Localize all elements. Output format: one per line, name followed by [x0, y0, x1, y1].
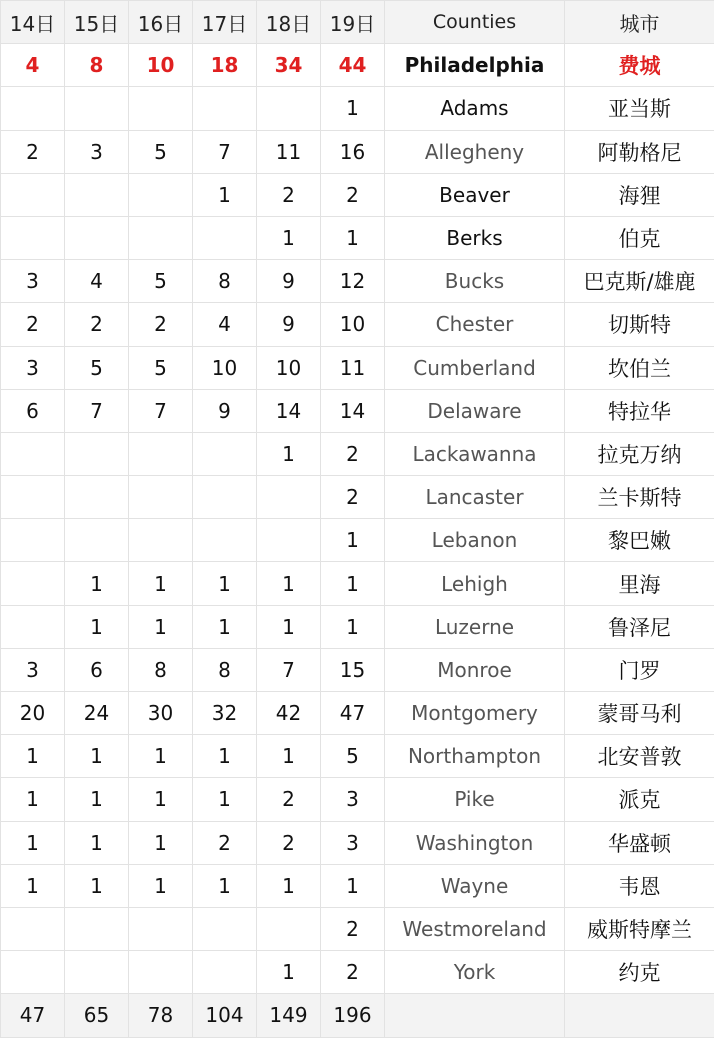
cell-day-18: 2 [257, 173, 321, 216]
cell-day-18: 9 [257, 303, 321, 346]
cell-day-17: 1 [193, 562, 257, 605]
cell-day-15 [65, 216, 129, 259]
table-row [1, 432, 714, 475]
cell-day-16: 2 [129, 303, 193, 346]
cell-day-19: 47 [321, 692, 385, 735]
cell-day-18: 1 [257, 951, 321, 994]
cell-day-14 [1, 476, 65, 519]
cell-city-name: 威斯特摩兰 [565, 907, 714, 950]
total-day-18: 149 [257, 994, 321, 1037]
cell-day-19: 2 [321, 173, 385, 216]
cell-day-14 [1, 216, 65, 259]
cell-day-17: 7 [193, 130, 257, 173]
cell-day-16 [129, 907, 193, 950]
cell-day-19: 5 [321, 735, 385, 778]
cell-county-name: Philadelphia [385, 44, 565, 87]
header-counties: Counties [385, 1, 565, 44]
table-row [1, 173, 714, 216]
cell-day-15: 5 [65, 346, 129, 389]
cell-county-name: Adams [385, 87, 565, 130]
cell-day-17: 8 [193, 260, 257, 303]
cell-day-19: 16 [321, 130, 385, 173]
table-row [1, 216, 714, 259]
cell-day-16 [129, 173, 193, 216]
cell-city-name: 巴克斯/雄鹿 [565, 260, 714, 303]
cell-day-17: 2 [193, 821, 257, 864]
cell-county-name: Northampton [385, 735, 565, 778]
table-row [1, 476, 714, 519]
table-row [1, 951, 714, 994]
cell-day-19: 12 [321, 260, 385, 303]
cell-day-18 [257, 907, 321, 950]
header-row [1, 1, 714, 44]
cell-county-name: Delaware [385, 389, 565, 432]
cell-day-14: 1 [1, 864, 65, 907]
cell-day-14: 3 [1, 648, 65, 691]
cell-day-16 [129, 951, 193, 994]
header-day-18: 18日 [257, 1, 321, 44]
cell-city-name: 拉克万纳 [565, 432, 714, 475]
cell-day-14: 1 [1, 778, 65, 821]
cell-day-18: 34 [257, 44, 321, 87]
cell-day-16: 5 [129, 346, 193, 389]
cell-county-name: Bucks [385, 260, 565, 303]
cell-day-19: 44 [321, 44, 385, 87]
cell-day-17: 1 [193, 778, 257, 821]
cell-day-14: 3 [1, 260, 65, 303]
cell-day-14: 2 [1, 303, 65, 346]
cell-county-name: Washington [385, 821, 565, 864]
cell-day-15: 6 [65, 648, 129, 691]
cell-city-name: 坎伯兰 [565, 346, 714, 389]
cell-day-17: 10 [193, 346, 257, 389]
cell-day-16: 1 [129, 605, 193, 648]
cell-day-18: 1 [257, 562, 321, 605]
table-row [1, 519, 714, 562]
cell-day-15: 1 [65, 605, 129, 648]
cell-day-18: 9 [257, 260, 321, 303]
cell-day-17: 1 [193, 735, 257, 778]
cell-day-16: 1 [129, 821, 193, 864]
cell-day-17 [193, 907, 257, 950]
cell-county-name: Lackawanna [385, 432, 565, 475]
cell-day-15 [65, 173, 129, 216]
cell-day-19: 1 [321, 562, 385, 605]
cell-day-17: 4 [193, 303, 257, 346]
cell-day-16: 1 [129, 778, 193, 821]
cell-day-16 [129, 432, 193, 475]
cell-county-name: Lebanon [385, 519, 565, 562]
total-day-16: 78 [129, 994, 193, 1037]
cell-day-19: 11 [321, 346, 385, 389]
cell-county-name: Lehigh [385, 562, 565, 605]
cell-day-17 [193, 519, 257, 562]
cell-county-name: Wayne [385, 864, 565, 907]
table-row [1, 692, 714, 735]
table-row [1, 87, 714, 130]
cell-day-17 [193, 476, 257, 519]
cell-day-15: 1 [65, 778, 129, 821]
cell-day-19: 2 [321, 951, 385, 994]
cell-day-19: 3 [321, 778, 385, 821]
table-row [1, 346, 714, 389]
cell-day-17: 1 [193, 864, 257, 907]
cell-day-18: 2 [257, 778, 321, 821]
table-row [1, 735, 714, 778]
table-row [1, 44, 714, 87]
cell-city-name: 派克 [565, 778, 714, 821]
cell-day-15 [65, 476, 129, 519]
cell-city-name: 约克 [565, 951, 714, 994]
cell-day-14 [1, 562, 65, 605]
header-day-17: 17日 [193, 1, 257, 44]
cell-day-14 [1, 907, 65, 950]
cell-day-17: 18 [193, 44, 257, 87]
cell-city-name: 海狸 [565, 173, 714, 216]
cell-day-19: 1 [321, 519, 385, 562]
totals-row [1, 994, 714, 1037]
table-row [1, 864, 714, 907]
cell-day-14: 4 [1, 44, 65, 87]
cell-day-15: 1 [65, 864, 129, 907]
cell-day-15: 1 [65, 821, 129, 864]
cell-day-15: 24 [65, 692, 129, 735]
cell-day-17: 8 [193, 648, 257, 691]
cell-day-19: 3 [321, 821, 385, 864]
cell-county-name: Allegheny [385, 130, 565, 173]
header-day-14: 14日 [1, 1, 65, 44]
cell-county-name: Lancaster [385, 476, 565, 519]
cell-day-18: 1 [257, 432, 321, 475]
cell-day-15 [65, 432, 129, 475]
cell-day-16: 7 [129, 389, 193, 432]
cell-day-15: 1 [65, 562, 129, 605]
table-row [1, 821, 714, 864]
cell-day-18: 14 [257, 389, 321, 432]
cell-day-15: 2 [65, 303, 129, 346]
cell-city-name: 阿勒格尼 [565, 130, 714, 173]
cell-county-name: Pike [385, 778, 565, 821]
header-day-19: 19日 [321, 1, 385, 44]
cell-county-name: Cumberland [385, 346, 565, 389]
table-row [1, 389, 714, 432]
cell-day-16: 30 [129, 692, 193, 735]
cell-day-14 [1, 605, 65, 648]
cell-city-name: 门罗 [565, 648, 714, 691]
cell-county-name: Chester [385, 303, 565, 346]
table-row [1, 605, 714, 648]
cell-day-19: 1 [321, 864, 385, 907]
cell-day-15 [65, 951, 129, 994]
cell-day-14: 20 [1, 692, 65, 735]
cell-day-17: 32 [193, 692, 257, 735]
table-row [1, 778, 714, 821]
cell-day-17: 1 [193, 605, 257, 648]
cell-day-18: 1 [257, 605, 321, 648]
cell-day-17: 1 [193, 173, 257, 216]
cell-day-16: 1 [129, 864, 193, 907]
total-city-blank [565, 994, 714, 1037]
cell-city-name: 兰卡斯特 [565, 476, 714, 519]
cell-day-18: 7 [257, 648, 321, 691]
header-city: 城市 [565, 1, 714, 44]
table-row [1, 648, 714, 691]
cell-city-name: 鲁泽尼 [565, 605, 714, 648]
cell-day-19: 14 [321, 389, 385, 432]
table-row [1, 907, 714, 950]
cell-county-name: Beaver [385, 173, 565, 216]
cell-city-name: 伯克 [565, 216, 714, 259]
cell-day-15: 3 [65, 130, 129, 173]
cell-day-14 [1, 519, 65, 562]
cell-day-18 [257, 519, 321, 562]
cell-day-14 [1, 87, 65, 130]
table-body [1, 44, 714, 994]
cell-day-14: 1 [1, 821, 65, 864]
cell-day-15: 8 [65, 44, 129, 87]
cell-day-17 [193, 432, 257, 475]
header-day-15: 15日 [65, 1, 129, 44]
cell-county-name: Luzerne [385, 605, 565, 648]
cell-day-16: 8 [129, 648, 193, 691]
cell-day-19: 2 [321, 476, 385, 519]
cell-city-name: 里海 [565, 562, 714, 605]
cell-day-16 [129, 519, 193, 562]
cell-county-name: Monroe [385, 648, 565, 691]
cell-day-15 [65, 87, 129, 130]
cell-day-18: 1 [257, 864, 321, 907]
cell-day-19: 10 [321, 303, 385, 346]
cell-day-14: 3 [1, 346, 65, 389]
cell-day-18: 1 [257, 216, 321, 259]
total-day-17: 104 [193, 994, 257, 1037]
cell-city-name: 蒙哥马利 [565, 692, 714, 735]
cell-day-18: 10 [257, 346, 321, 389]
cell-day-15: 4 [65, 260, 129, 303]
cell-day-18: 11 [257, 130, 321, 173]
cell-city-name: 北安普敦 [565, 735, 714, 778]
cell-city-name: 韦恩 [565, 864, 714, 907]
cell-day-16: 1 [129, 562, 193, 605]
table-row [1, 260, 714, 303]
cell-day-15 [65, 907, 129, 950]
cell-day-14: 2 [1, 130, 65, 173]
table-row [1, 303, 714, 346]
cell-day-19: 15 [321, 648, 385, 691]
total-day-14: 47 [1, 994, 65, 1037]
cell-day-15: 7 [65, 389, 129, 432]
cell-day-18 [257, 87, 321, 130]
cell-county-name: Westmoreland [385, 907, 565, 950]
table-row [1, 562, 714, 605]
total-day-19: 196 [321, 994, 385, 1037]
cell-day-17: 9 [193, 389, 257, 432]
cell-day-19: 2 [321, 432, 385, 475]
cell-city-name: 亚当斯 [565, 87, 714, 130]
cell-day-18 [257, 476, 321, 519]
cell-day-16: 1 [129, 735, 193, 778]
cell-day-16 [129, 216, 193, 259]
cell-day-19: 1 [321, 87, 385, 130]
cell-day-18: 1 [257, 735, 321, 778]
cell-day-16: 5 [129, 130, 193, 173]
cell-day-17 [193, 87, 257, 130]
cell-day-14 [1, 173, 65, 216]
cell-day-18: 2 [257, 821, 321, 864]
cell-day-19: 1 [321, 605, 385, 648]
cell-city-name: 费城 [565, 44, 714, 87]
cell-city-name: 切斯特 [565, 303, 714, 346]
cell-day-15 [65, 519, 129, 562]
cell-day-18: 42 [257, 692, 321, 735]
cell-day-15: 1 [65, 735, 129, 778]
cell-day-17 [193, 951, 257, 994]
cell-day-17 [193, 216, 257, 259]
table-row [1, 130, 714, 173]
cell-county-name: York [385, 951, 565, 994]
total-day-15: 65 [65, 994, 129, 1037]
cell-city-name: 特拉华 [565, 389, 714, 432]
cell-county-name: Berks [385, 216, 565, 259]
cell-day-14 [1, 951, 65, 994]
total-county-blank [385, 994, 565, 1037]
cell-day-14: 6 [1, 389, 65, 432]
cell-day-16 [129, 476, 193, 519]
cell-day-16: 10 [129, 44, 193, 87]
cell-city-name: 黎巴嫩 [565, 519, 714, 562]
cell-day-14: 1 [1, 735, 65, 778]
cell-city-name: 华盛顿 [565, 821, 714, 864]
cell-county-name: Montgomery [385, 692, 565, 735]
cell-day-16: 5 [129, 260, 193, 303]
cell-day-16 [129, 87, 193, 130]
cell-day-19: 1 [321, 216, 385, 259]
header-day-16: 16日 [129, 1, 193, 44]
cell-day-14 [1, 432, 65, 475]
cell-day-19: 2 [321, 907, 385, 950]
